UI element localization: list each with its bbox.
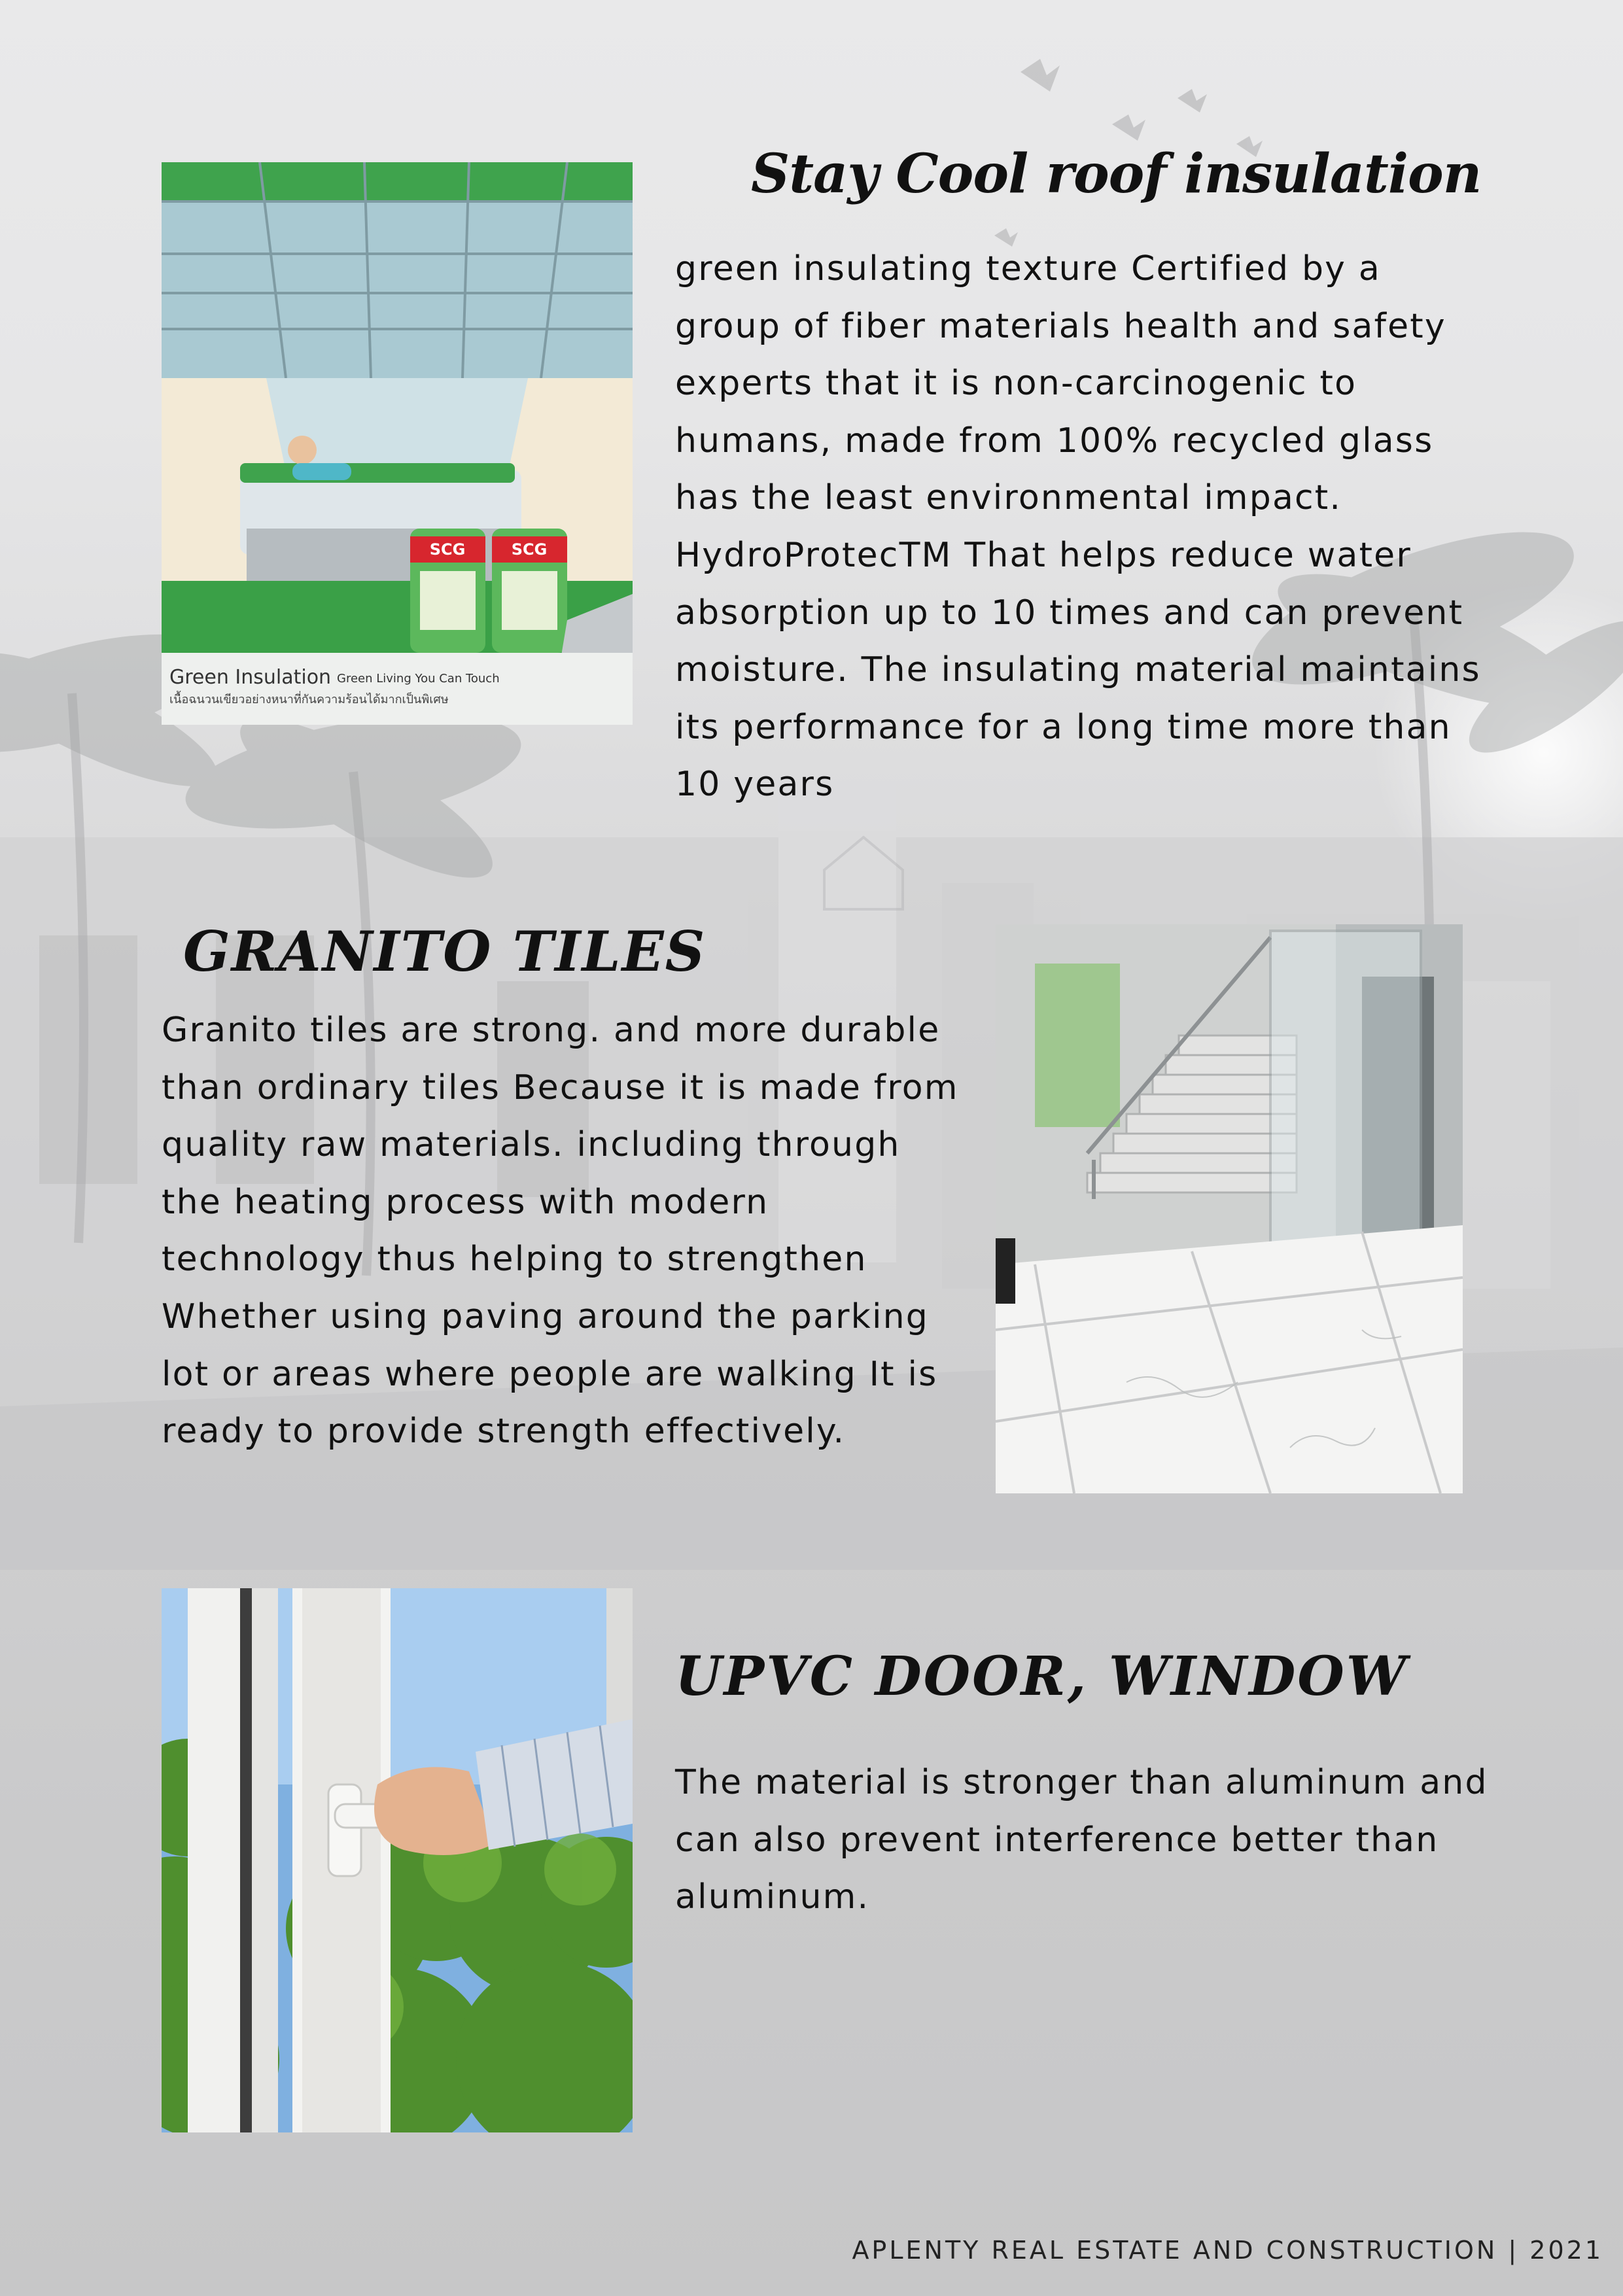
granito-body: Granito tiles are strong. and more durable than ordinary tiles Because it is made from quality raw materials. including through the heating process with modern technology thus helping to strengthen Whether using paving around the parking lot or areas where people are walking It is ready to provide strength effectively. bbox=[162, 1011, 959, 1452]
image-caption: Green Insulation bbox=[169, 666, 332, 689]
upvc-body: The material is stronger than aluminum and can also prevent interference better than aluminum. bbox=[675, 1763, 1488, 1917]
granito-title: GRANITO TILES bbox=[183, 919, 707, 984]
insulation-body: green insulating texture Certified by a group of fiber materials health and safety experts that it is non-carcinogenic to humans, made from 100% recycled glass has the least environmental impact. HydroProtecTM That helps reduce water absorption up to 10 times and can prevent moisture. The insulating material maintains its performance for a long time more than 10 years bbox=[675, 249, 1481, 805]
image-tagline: Green Living You Can Touch bbox=[337, 672, 500, 686]
upvc-title: UPVC DOOR, WINDOW bbox=[675, 1645, 1408, 1708]
insulation-title: Stay Cool roof insulation bbox=[751, 143, 1482, 205]
upvc-window-photo bbox=[162, 1588, 633, 2132]
brand-label-2: SCG bbox=[511, 540, 548, 559]
image-thai-line: เนื้อฉนวนเขียวอย่างหนาที่กันความร้อนได้มากเป็นพิเศษ bbox=[169, 693, 449, 706]
granito-tiles-photo bbox=[996, 924, 1463, 1493]
page-footer: APLENTY REAL ESTATE AND CONSTRUCTION | 2021 bbox=[852, 2236, 1603, 2265]
insulation-photo bbox=[162, 162, 633, 725]
brand-label: SCG bbox=[429, 540, 466, 559]
